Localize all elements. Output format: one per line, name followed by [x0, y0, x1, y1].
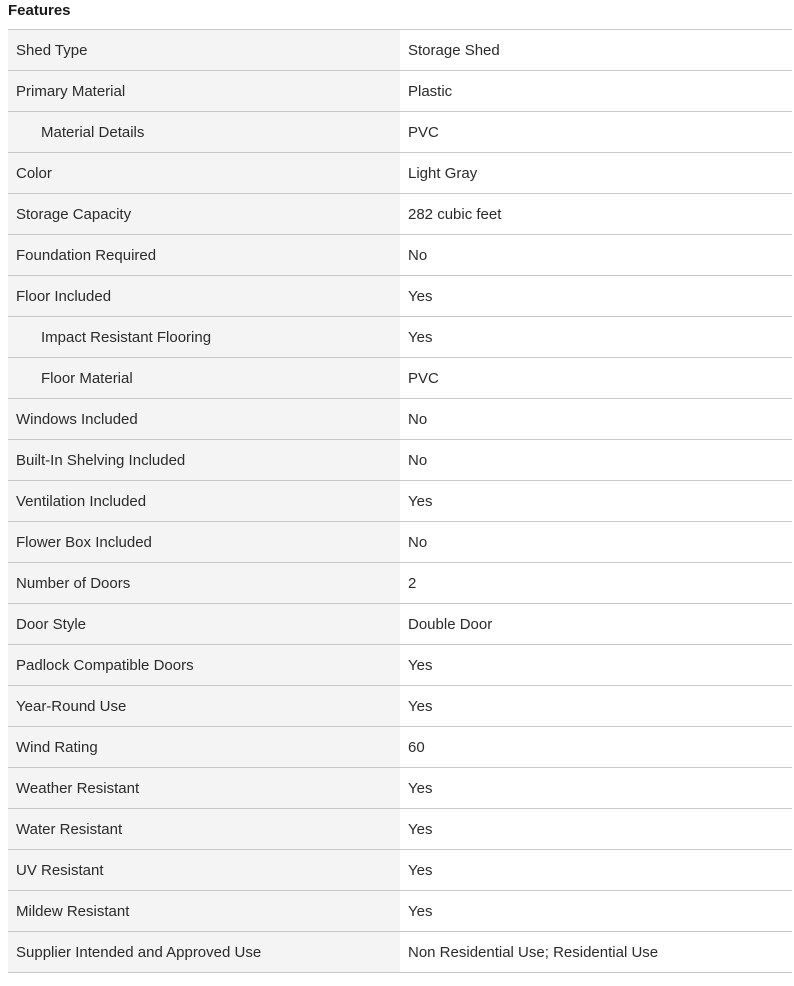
- row-label: Floor Material: [8, 358, 400, 398]
- row-value: PVC: [400, 112, 792, 152]
- row-value: 60: [400, 727, 792, 767]
- row-label: Weather Resistant: [8, 768, 400, 808]
- row-value: No: [400, 440, 792, 480]
- row-label: Storage Capacity: [8, 194, 400, 234]
- row-label: Number of Doors: [8, 563, 400, 603]
- table-row: [8, 399, 792, 440]
- table-row: [8, 235, 792, 276]
- row-label: Windows Included: [8, 399, 400, 439]
- table-row: [8, 71, 792, 112]
- row-label: Impact Resistant Flooring: [8, 317, 400, 357]
- row-value: 2: [400, 563, 792, 603]
- table-row: [8, 112, 792, 153]
- table-row: [8, 727, 792, 768]
- table-row: [8, 563, 792, 604]
- row-label: Flower Box Included: [8, 522, 400, 562]
- table-row: [8, 850, 792, 891]
- table-row: [8, 317, 792, 358]
- table-row: [8, 153, 792, 194]
- row-value: Yes: [400, 686, 792, 726]
- table-row: [8, 604, 792, 645]
- row-label: Padlock Compatible Doors: [8, 645, 400, 685]
- row-value: Yes: [400, 276, 792, 316]
- table-row: [8, 481, 792, 522]
- row-label: Water Resistant: [8, 809, 400, 849]
- row-value: Yes: [400, 317, 792, 357]
- row-value: No: [400, 235, 792, 275]
- table-row: [8, 932, 792, 973]
- row-label: Floor Included: [8, 276, 400, 316]
- table-row: [8, 440, 792, 481]
- row-label: Door Style: [8, 604, 400, 644]
- row-label: UV Resistant: [8, 850, 400, 890]
- table-row: [8, 358, 792, 399]
- row-value: Yes: [400, 481, 792, 521]
- features-table: [8, 29, 792, 973]
- row-value: Non Residential Use; Residential Use: [400, 932, 792, 972]
- row-value: Plastic: [400, 71, 792, 111]
- row-value: Yes: [400, 850, 792, 890]
- row-value: Yes: [400, 809, 792, 849]
- row-value: 282 cubic feet: [400, 194, 792, 234]
- table-row: [8, 809, 792, 850]
- table-row: [8, 194, 792, 235]
- table-row: [8, 522, 792, 563]
- row-label: Wind Rating: [8, 727, 400, 767]
- table-row: [8, 645, 792, 686]
- table-row: [8, 686, 792, 727]
- table-row: [8, 30, 792, 71]
- row-value: Storage Shed: [400, 30, 792, 70]
- table-row: [8, 276, 792, 317]
- row-label: Material Details: [8, 112, 400, 152]
- row-label: Built-In Shelving Included: [8, 440, 400, 480]
- row-value: Yes: [400, 645, 792, 685]
- row-value: Double Door: [400, 604, 792, 644]
- row-label: Primary Material: [8, 71, 400, 111]
- row-value: PVC: [400, 358, 792, 398]
- table-row: [8, 891, 792, 932]
- row-value: Yes: [400, 891, 792, 931]
- table-row: [8, 768, 792, 809]
- row-label: Foundation Required: [8, 235, 400, 275]
- row-value: Light Gray: [400, 153, 792, 193]
- row-value: No: [400, 399, 792, 439]
- row-label: Color: [8, 153, 400, 193]
- row-label: Shed Type: [8, 30, 400, 70]
- row-value: Yes: [400, 768, 792, 808]
- row-label: Mildew Resistant: [8, 891, 400, 931]
- row-label: Supplier Intended and Approved Use: [8, 932, 400, 972]
- section-title: Features: [8, 2, 71, 19]
- row-label: Ventilation Included: [8, 481, 400, 521]
- row-label: Year-Round Use: [8, 686, 400, 726]
- row-value: No: [400, 522, 792, 562]
